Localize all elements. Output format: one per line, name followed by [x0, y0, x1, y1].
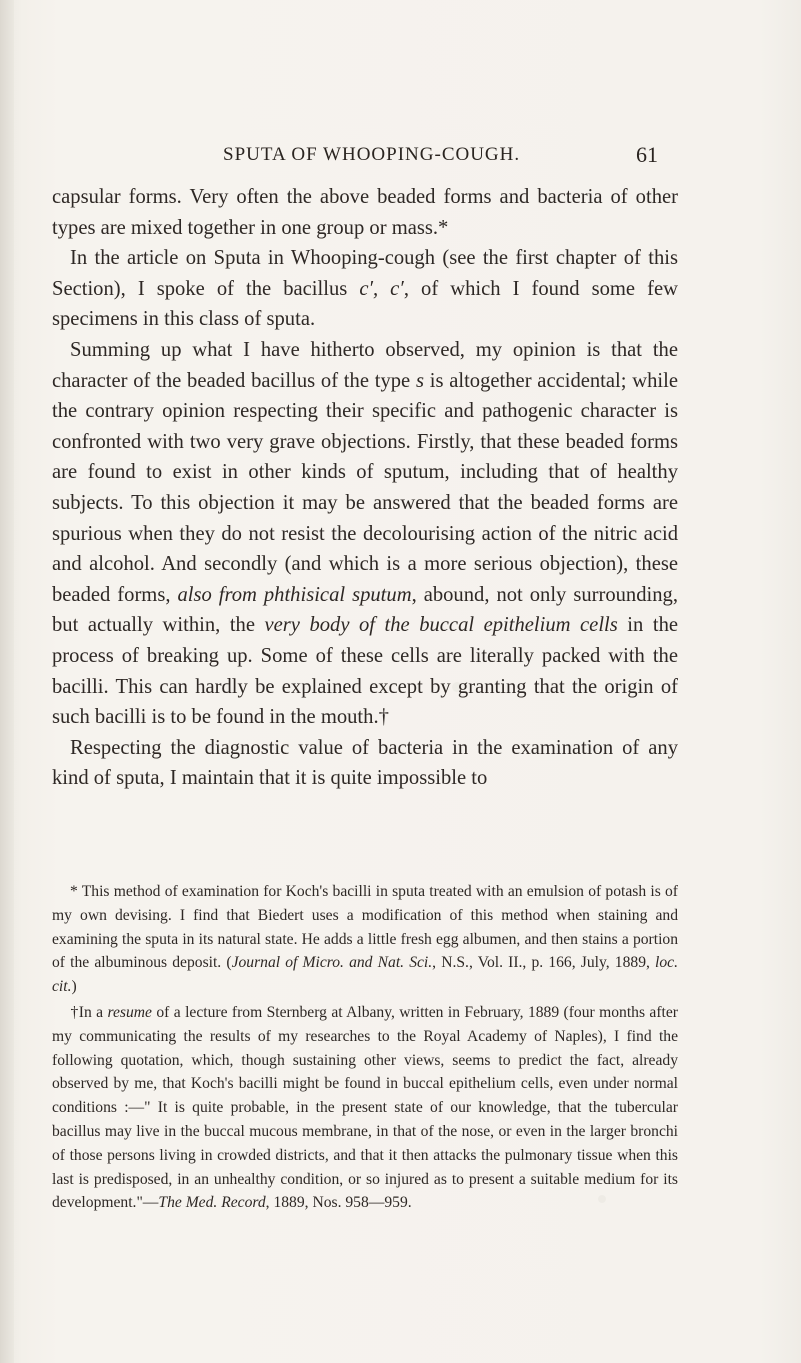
footnote: †In a resume of a lecture from Sternberg at Albany, written in February, 1889 (four months after my communicating the results of my researches to the Royal Academy of Naples), I find the following quotation, which, though sustaining other views, seems to predict the fact, already observed by me, that Koch's bacilli might be found in buccal epithelium cells, even under normal conditions :—" It is quite probable, in the present state of our knowledge, that the tubercular bacillus may live in the buccal mucous membrane, in that of the nose, or even in the larger bronchi of those persons living in crowded districts, and that it then attacks the pulmonary tissue when this last is predisposed, in an unhealthy condition, or so injured as to present a suitable medium for its development."—The Med. Record, 1889, Nos. 958—959. [52, 1003, 678, 1212]
main-text [52, 182, 678, 794]
paragraph: Summing up what I have hitherto observed, my opinion is that the character of the beaded bacillus of the type s is altogether accidental; while the contrary opinion respecting their specific and pathogenic character is confronted with two very grave objections. Firstly, that these beaded forms are found to exist in other kinds of sputum, including that of healthy subjects. To this objection it may be answered that the beaded forms are spurious when they do not resist the decolourising action of the nitric acid and alcohol. And secondly (and which is a more serious objection), these beaded forms, also from phthisical sputum, abound, not only surrounding, but actually within, the very body of the buccal epithelium cells in the process of breaking up. Some of these cells are literally packed with the bacilli. This can hardly be explained except by granting that the origin of such bacilli is to be found in the mouth.† [52, 338, 679, 729]
running-head: SPUTA OF WHOOPING-COUGH. [223, 144, 521, 165]
paragraph: In the article on Sputa in Whooping-cough (see the first chapter of this Section), I spoke of the bacillus c′, c′, of which I found some few specimens in this class of sputa. [52, 247, 678, 331]
page-number: 61 [636, 142, 658, 167]
paragraph: Respecting the diagnostic value of bacteria in the examination of any kind of sputa, I maintain that it is quite impossible to [52, 736, 678, 790]
page-header [0, 142, 801, 172]
footnote: * This method of examination for Koch's bacilli in sputa treated with an emulsion of potash is of my own devising. I find that Biedert uses a modification of this method when staining and examining the sputa in its natural state. He adds a little fresh egg albumen, and then stains a portion of the albuminous deposit. (Journal of Micro. and Nat. Sci., N.S., Vol. II., p. 166, July, 1889, loc. cit.) [52, 883, 678, 996]
page-gutter-shadow [0, 0, 14, 1363]
paragraph: capsular forms. Very often the above beaded forms and bacteria of other types are mixed together in one group or mass.* [52, 186, 678, 239]
footnotes [52, 880, 678, 1215]
